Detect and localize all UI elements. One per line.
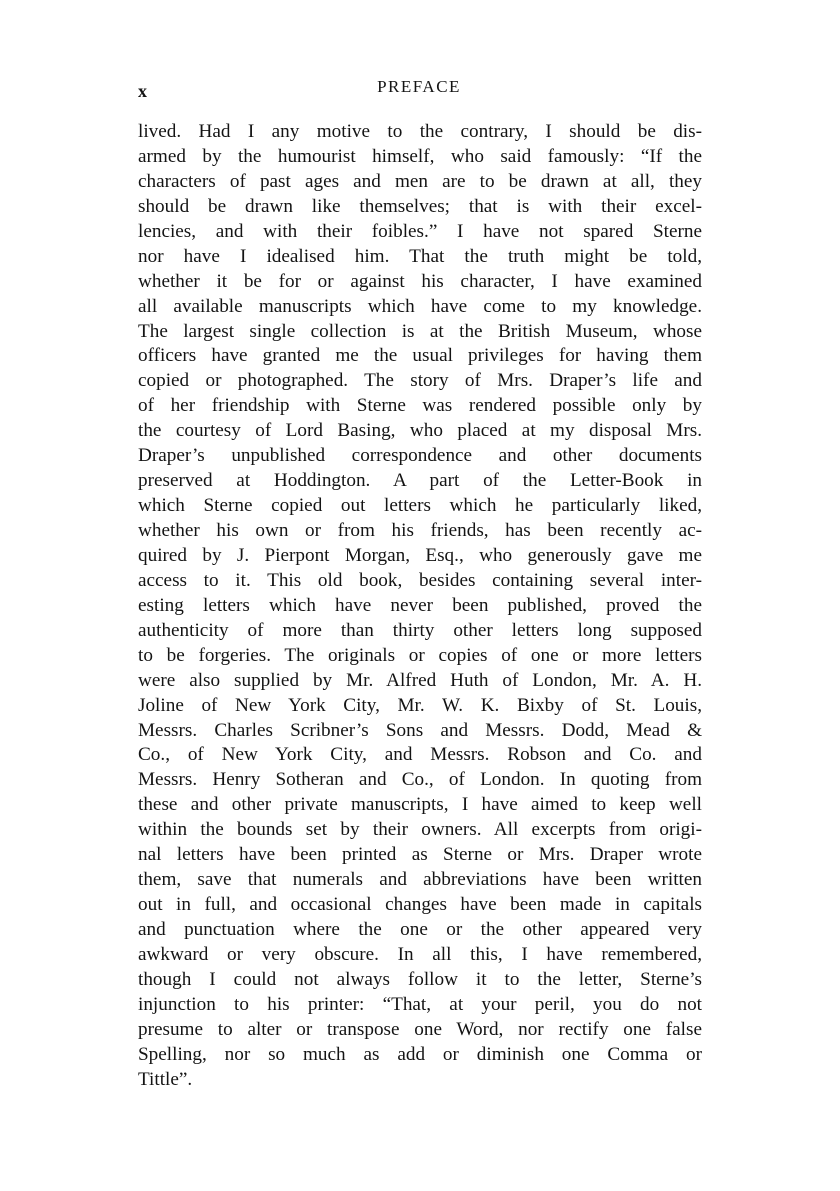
text-line-last: Tittle”. — [138, 1068, 193, 1090]
text-line: should be drawn like themselves; that is with their excel- — [138, 195, 702, 217]
preface-paragraph — [138, 120, 702, 1093]
text-line: lencies, and with their foibles.” I have not spared Sterne — [138, 220, 702, 242]
text-line: Co., of New York City, and Messrs. Robson and Co. and — [138, 744, 702, 766]
text-line: esting letters which have never been published, proved the — [138, 594, 702, 616]
text-line: access to it. This old book, besides containing several inter- — [138, 569, 702, 591]
text-line: armed by the humourist himself, who said famously: “If the — [138, 145, 702, 167]
page-number: x — [138, 81, 147, 101]
text-line: copied or photographed. The story of Mrs. Draper’s life and — [138, 370, 702, 392]
text-line: whether his own or from his friends, has been recently ac- — [138, 520, 702, 541]
text-line: Messrs. Henry Sotheran and Co., of London. In quoting from — [138, 769, 702, 791]
text-line: and punctuation where the one or the other appeared very — [138, 919, 702, 940]
text-line: characters of past ages and men are to be drawn at all, they — [138, 170, 702, 192]
text-line: Joline of New York City, Mr. W. K. Bixby of St. Louis, — [138, 694, 702, 716]
running-title: PREFACE — [377, 77, 461, 96]
text-line: Draper’s unpublished correspondence and other documents — [138, 445, 702, 467]
text-line: of her friendship with Sterne was rendered possible only by — [138, 395, 702, 417]
text-line: awkward or very obscure. In all this, I have remembered, — [138, 943, 702, 965]
text-line: which Sterne copied out letters which he particularly liked, — [138, 495, 702, 517]
text-line: The largest single collection is at the British Museum, whose — [138, 320, 702, 342]
text-line: Spelling, nor so much as add or diminish one Comma or — [138, 1043, 702, 1065]
text-line: to be forgeries. The originals or copies of one or more letters — [138, 644, 702, 666]
text-line: preserved at Hoddington. A part of the Letter-Book in — [138, 470, 702, 492]
text-line: nor have I idealised him. That the truth might be told, — [138, 245, 702, 267]
text-line: these and other private manuscripts, I have aimed to keep well — [138, 794, 702, 816]
text-line: quired by J. Pierpont Morgan, Esq., who generously gave me — [138, 544, 702, 566]
text-line: lived. Had I any motive to the contrary, I should be dis- — [138, 121, 702, 142]
text-line: out in full, and occasional changes have been made in capitals — [138, 894, 702, 916]
text-line: them, save that numerals and abbreviations have been written — [138, 869, 702, 891]
text-line: were also supplied by Mr. Alfred Huth of London, Mr. A. H. — [138, 669, 702, 691]
text-line: though I could not always follow it to the letter, Sterne’s — [138, 968, 702, 990]
text-line: all available manuscripts which have come to my knowledge. — [138, 295, 702, 317]
text-line: Messrs. Charles Scribner’s Sons and Messrs. Dodd, Mead & — [138, 719, 702, 741]
text-line: injunction to his printer: “That, at your peril, you do not — [138, 993, 702, 1015]
text-line: presume to alter or transpose one Word, nor rectify one false — [138, 1018, 702, 1040]
running-head — [138, 76, 700, 102]
text-line: nal letters have been printed as Sterne or Mrs. Draper wrote — [138, 844, 702, 866]
text-line: whether it be for or against his character, I have examined — [138, 270, 702, 292]
text-line: officers have granted me the usual privileges for having them — [138, 345, 702, 367]
text-line: authenticity of more than thirty other letters long supposed — [138, 619, 702, 641]
text-line: within the bounds set by their owners. All excerpts from origi- — [138, 819, 702, 841]
text-line: the courtesy of Lord Basing, who placed at my disposal Mrs. — [138, 420, 702, 442]
